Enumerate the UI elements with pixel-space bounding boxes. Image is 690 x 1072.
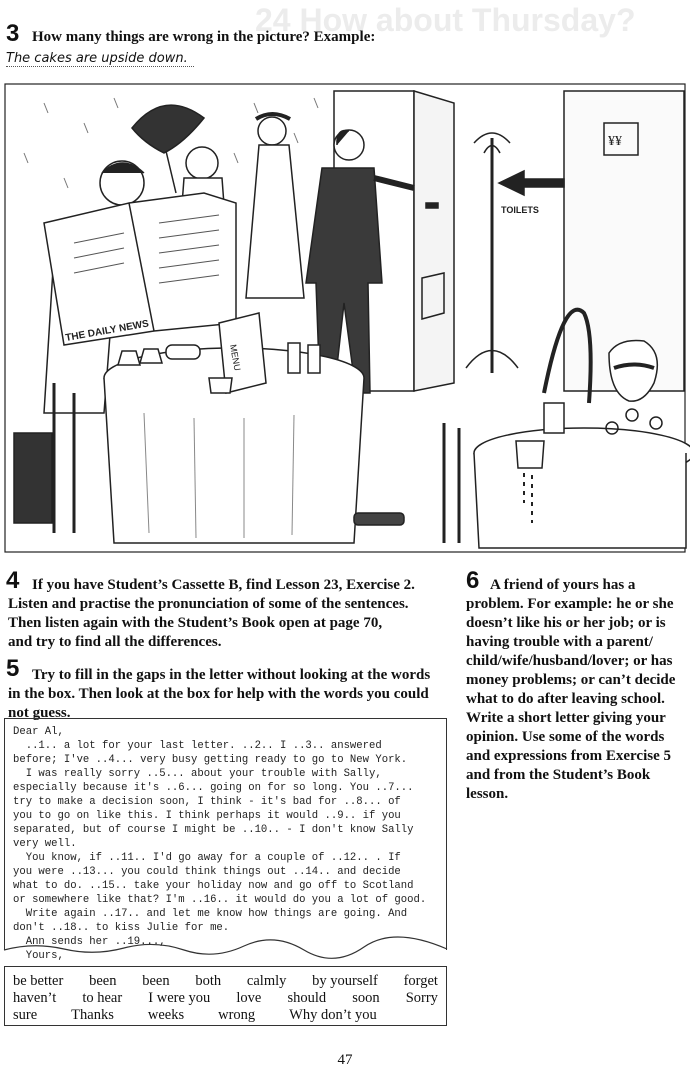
word-box-row (13, 973, 438, 990)
word-option: Why don’t you (289, 1007, 377, 1023)
cake-3 (166, 345, 200, 359)
exercise-5-text (8, 666, 478, 723)
exercise-6-line: Write a short letter giving your (466, 710, 666, 726)
exercise-6-line: and expressions from Exercise 5 (466, 748, 671, 764)
letter-line: Write again ..17.. and let me know how things are going. And (13, 908, 408, 920)
woman-head (186, 147, 218, 179)
exercise-3-instruction: How many things are wrong in the picture? Example: (32, 29, 376, 45)
word-option: been (89, 973, 117, 989)
ghost-title: 24 How about Thursday? (255, 2, 636, 38)
word-option: sure (13, 1007, 38, 1023)
newspaper-title: THE DAILY NEWS (64, 318, 150, 344)
word-option: weeks (147, 1007, 185, 1023)
word-option: Thanks (71, 1007, 114, 1023)
letter-line: ..1.. a lot for your last letter. ..2.. I ..3.. answered (13, 740, 382, 752)
word-option: calmly (246, 973, 287, 989)
exercise-6-line: money problems; or can’t decide (466, 672, 676, 688)
flower-3 (650, 417, 662, 429)
exercise-4-number: 4 (6, 567, 20, 594)
sandwich-floor (354, 513, 404, 525)
word-option: be better (13, 973, 64, 989)
exercise-5-line: Try to fill in the gaps in the letter without looking at the words (32, 667, 431, 683)
word-option: Sorry (405, 990, 438, 1006)
page-number: 47 (337, 1052, 353, 1068)
letter-line: you to go on like this. I think perhaps it would ..9.. if you (13, 810, 401, 822)
letter-line: what to do. ..15.. take your holiday now and go off to Scotland (13, 880, 414, 892)
cake-2 (140, 349, 162, 363)
exercise-6-line: having trouble with a parent/ (466, 634, 653, 650)
cup-right (516, 441, 544, 468)
pepper-shaker (308, 345, 320, 373)
letter-line: before; I've ..4... very busy getting ready to go to New York. (13, 754, 408, 766)
exercise-6-line: problem. For example: he or she (466, 596, 674, 612)
open-door (414, 91, 454, 391)
vase (609, 341, 657, 402)
word-option: forget (403, 973, 438, 989)
word-box-row (13, 1007, 438, 1024)
woman-hat-head (258, 117, 286, 145)
word-option: both (195, 973, 222, 989)
letter-line: very well. (13, 838, 77, 850)
word-option: love (236, 990, 262, 1006)
letter-line: you were ..13... you could think things out ..14.. and decide (13, 866, 401, 878)
letter-line: don't ..18.. to kiss Julie for me. (13, 922, 230, 934)
word-option: wrong (218, 1007, 256, 1023)
exercise-6-number: 6 (466, 567, 480, 594)
cafe-illustration (4, 83, 686, 553)
exercise-6-line: doesn’t like his or her job; or is (466, 615, 666, 631)
exercise-4-line: Then listen again with the Student’s Book open at page 70, (8, 615, 383, 631)
word-option: been (142, 973, 170, 989)
exercise-6-line: lesson. (466, 786, 509, 802)
exercise-6-line: A friend of yours has a (490, 577, 636, 593)
letter-torn-edge (4, 940, 447, 956)
word-option: by yourself (312, 973, 378, 989)
word-box-row (13, 990, 438, 1007)
cup-left (209, 378, 232, 393)
word-box (4, 966, 447, 1026)
exercise-5-line: not guess. (8, 705, 71, 721)
exercise-6-line: and from the Student’s Book (466, 767, 651, 783)
letter-line: You know, if ..11.. I'd go away for a couple of ..12.. . If (13, 852, 401, 864)
word-option: I were you (148, 990, 211, 1006)
exercise-6-text (466, 576, 688, 804)
exercise-3-number: 3 (6, 20, 20, 47)
umbrella (132, 105, 204, 153)
letter-line: try to make a decision soon, I think - it's bad for ..8... of (13, 796, 401, 808)
letter-line: Dear Al, (13, 726, 64, 738)
word-option: should (287, 990, 327, 1006)
menu-text: MENU (228, 343, 243, 372)
exercise-6-line: what to do after leaving school. (466, 691, 665, 707)
letter-line: separated, but of course I might be ..10.. - I don't know Sally (13, 824, 414, 836)
exercise-6-line: opinion. Use some of the words (466, 729, 665, 745)
letter-line: especially because it's ..6... going on for so long. You ..7... (13, 782, 414, 794)
exercise-5-number: 5 (6, 655, 20, 682)
letter-line: I was really sorry ..5... about your trouble with Sally, (13, 768, 382, 780)
exercise-4-line: If you have Student’s Cassette B, find Lesson 23, Exercise 2. (32, 577, 415, 593)
exercise-4-line: and try to find all the differences. (8, 634, 222, 650)
exercise-4-text (8, 576, 468, 652)
letter-line: Yours, (13, 950, 64, 962)
word-option: to hear (82, 990, 123, 1006)
toilets-sign: TOILETS (501, 205, 539, 215)
flower-2 (626, 409, 638, 421)
letter-line: or somewhere like that? I'm ..16.. it would do you a lot of good. (13, 894, 427, 906)
letter-box (4, 718, 447, 962)
exercise-4-line: Listen and practise the pronunciation of some of the sentences. (8, 596, 409, 612)
glass-right (544, 403, 564, 433)
exercise-6-line: child/wife/husband/lover; or has (466, 653, 673, 669)
word-option: soon (352, 990, 380, 1006)
exercise-3-example: The cakes are upside down. (6, 51, 194, 67)
letter-line: Ann sends her ..19..., (13, 936, 166, 948)
salt-shaker (288, 343, 300, 373)
exercise-5-line: in the box. Then look at the box for help with the words you could (8, 686, 429, 702)
word-option: haven’t (13, 990, 57, 1006)
bag (14, 433, 52, 523)
door-sign: ¥¥ (608, 134, 622, 149)
cake-1 (118, 351, 140, 365)
arrow-left-icon (499, 171, 564, 195)
